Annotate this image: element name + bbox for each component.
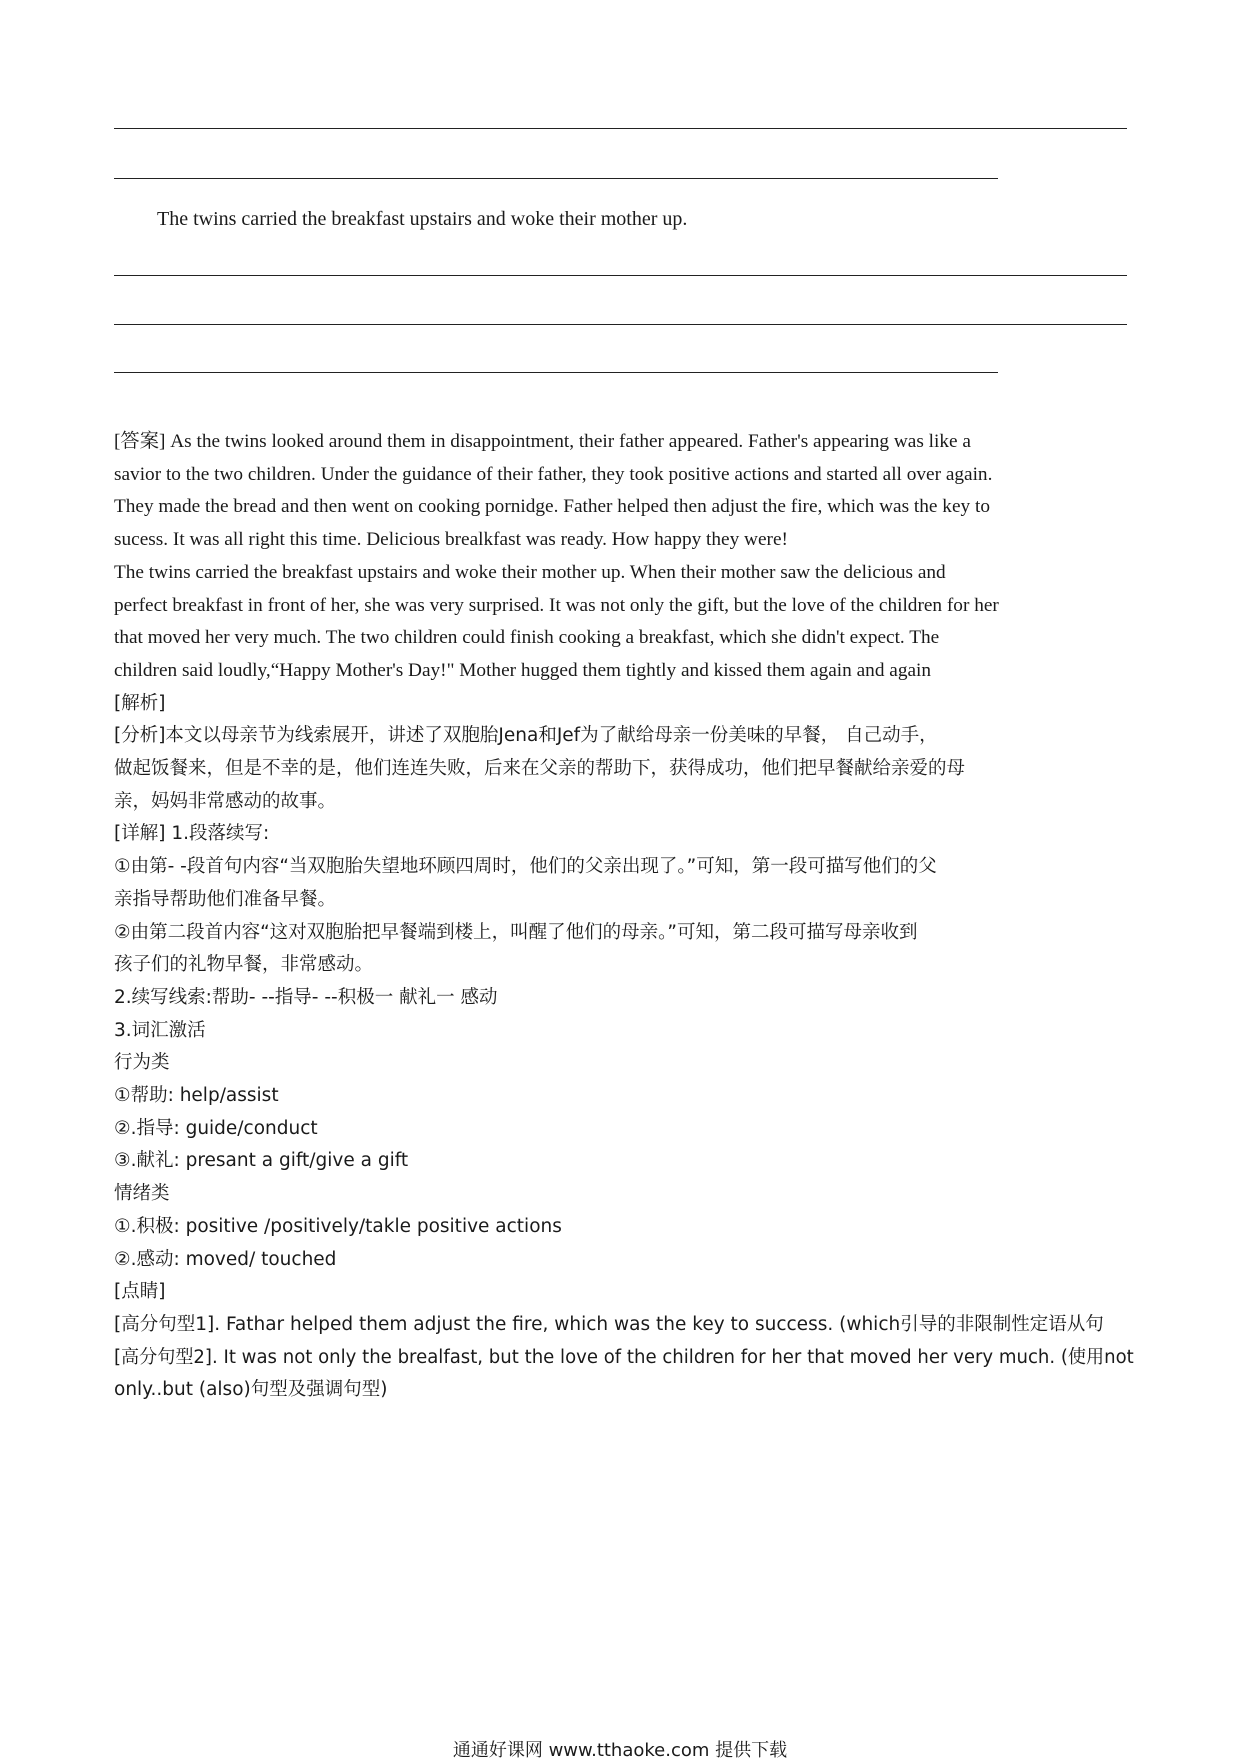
vocabulary-item: ①帮助: help/assist [114, 1085, 279, 1107]
vocabulary-item: ②.感动: moved/ touched [114, 1248, 337, 1270]
vocabulary-heading: 3.词汇激活 [114, 1019, 206, 1041]
analysis-line: [分析]本文以母亲节为线索展开，讲述了双胞胎Jena和Jef为了献给母亲一份美味的早餐， 自己动手， [114, 725, 938, 747]
analysis-line: ②由第二段首内容“这对双胞胎把早餐端到楼上，叫醒了他们的母亲。”可知，第二段可描写母亲收到 [114, 921, 918, 943]
writing-line-2 [114, 178, 998, 179]
analysis-line: 做起饭餐来，但是不幸的是，他们连连失败，后来在父亲的帮助下，获得成功，他们把早餐献给亲爱的母 [114, 758, 966, 780]
answer-line: [答案] As the twins looked around them in disappointment, their father appeared. Father's appearing was like a [114, 431, 971, 452]
answer-line: They made the bread and then went on cooking pornidge. Father helped then adjust the fire, which was the key to [114, 496, 990, 518]
answer-line: children said loudly,“Happy Mother's Day!" Mother hugged them tightly and kissed them again and again [114, 659, 932, 681]
vocabulary-item: ①.积极: positive /positively/takle positive actions [114, 1215, 562, 1237]
writing-line-3 [114, 275, 1127, 276]
analysis-line: 亲，妈妈非常感动的故事。 [114, 790, 337, 812]
sentence-pattern: [高分句型1]. Fathar helped them adjust the fire, which was the key to success. (which引导的非限制性定语从句 [114, 1313, 1104, 1335]
answer-line: sucess. It was all right this time. Delicious brealkfast was ready. How happy they were! [114, 529, 788, 551]
category-label: 情绪类 [114, 1183, 170, 1205]
answer-line: The twins carried the breakfast upstairs and woke their mother up. When their mother saw the delicious and [114, 561, 946, 583]
writing-line-1 [114, 128, 1127, 129]
detail-heading: [详解] 1.段落续写: [114, 823, 270, 845]
answer-line: perfect breakfast in front of her, she was very surprised. It was not only the gift, but the love of the children for her [114, 594, 999, 616]
highlight-heading: [点睛] [114, 1281, 166, 1303]
answer-line: savior to the two children. Under the guidance of their father, they took positive actions and started all over again. [114, 463, 993, 485]
sentence-pattern: [高分句型2]. It was not only the brealfast, but the love of the children for her that moved her very much. (使用not [114, 1346, 1134, 1368]
writing-line-5 [114, 372, 998, 373]
page-footer: 通通好课网 www.tthaoke.com 提供下载 [452, 1740, 788, 1761]
paragraph-prompt: The twins carried the breakfast upstairs and woke their mother up. [157, 208, 688, 230]
answer-section [114, 426, 1134, 1407]
sentence-pattern: only..but (also)句型及强调句型) [114, 1379, 388, 1401]
analysis-line: ①由第- -段首句内容“当双胞胎失望地环顾四周时，他们的父亲出现了。”可知，第一段可描写他们的父 [114, 856, 937, 878]
analysis-line: 亲指导帮助他们准备早餐。 [114, 888, 337, 910]
vocabulary-item: ③.献礼: presant a gift/give a gift [114, 1150, 409, 1172]
writing-line-4 [114, 324, 1127, 325]
answer-line: that moved her very much. The two children could finish cooking a breakfast, which she didn't expect. The [114, 627, 940, 649]
category-label: 行为类 [114, 1052, 170, 1074]
analysis-heading: [解析] [114, 692, 166, 714]
clue-line: 2.续写线索:帮助- --指导- --积极一 献礼一 感动 [114, 986, 498, 1008]
analysis-line: 孩子们的礼物早餐，非常感动。 [114, 954, 374, 976]
vocabulary-item: ②.指导: guide/conduct [114, 1117, 318, 1139]
